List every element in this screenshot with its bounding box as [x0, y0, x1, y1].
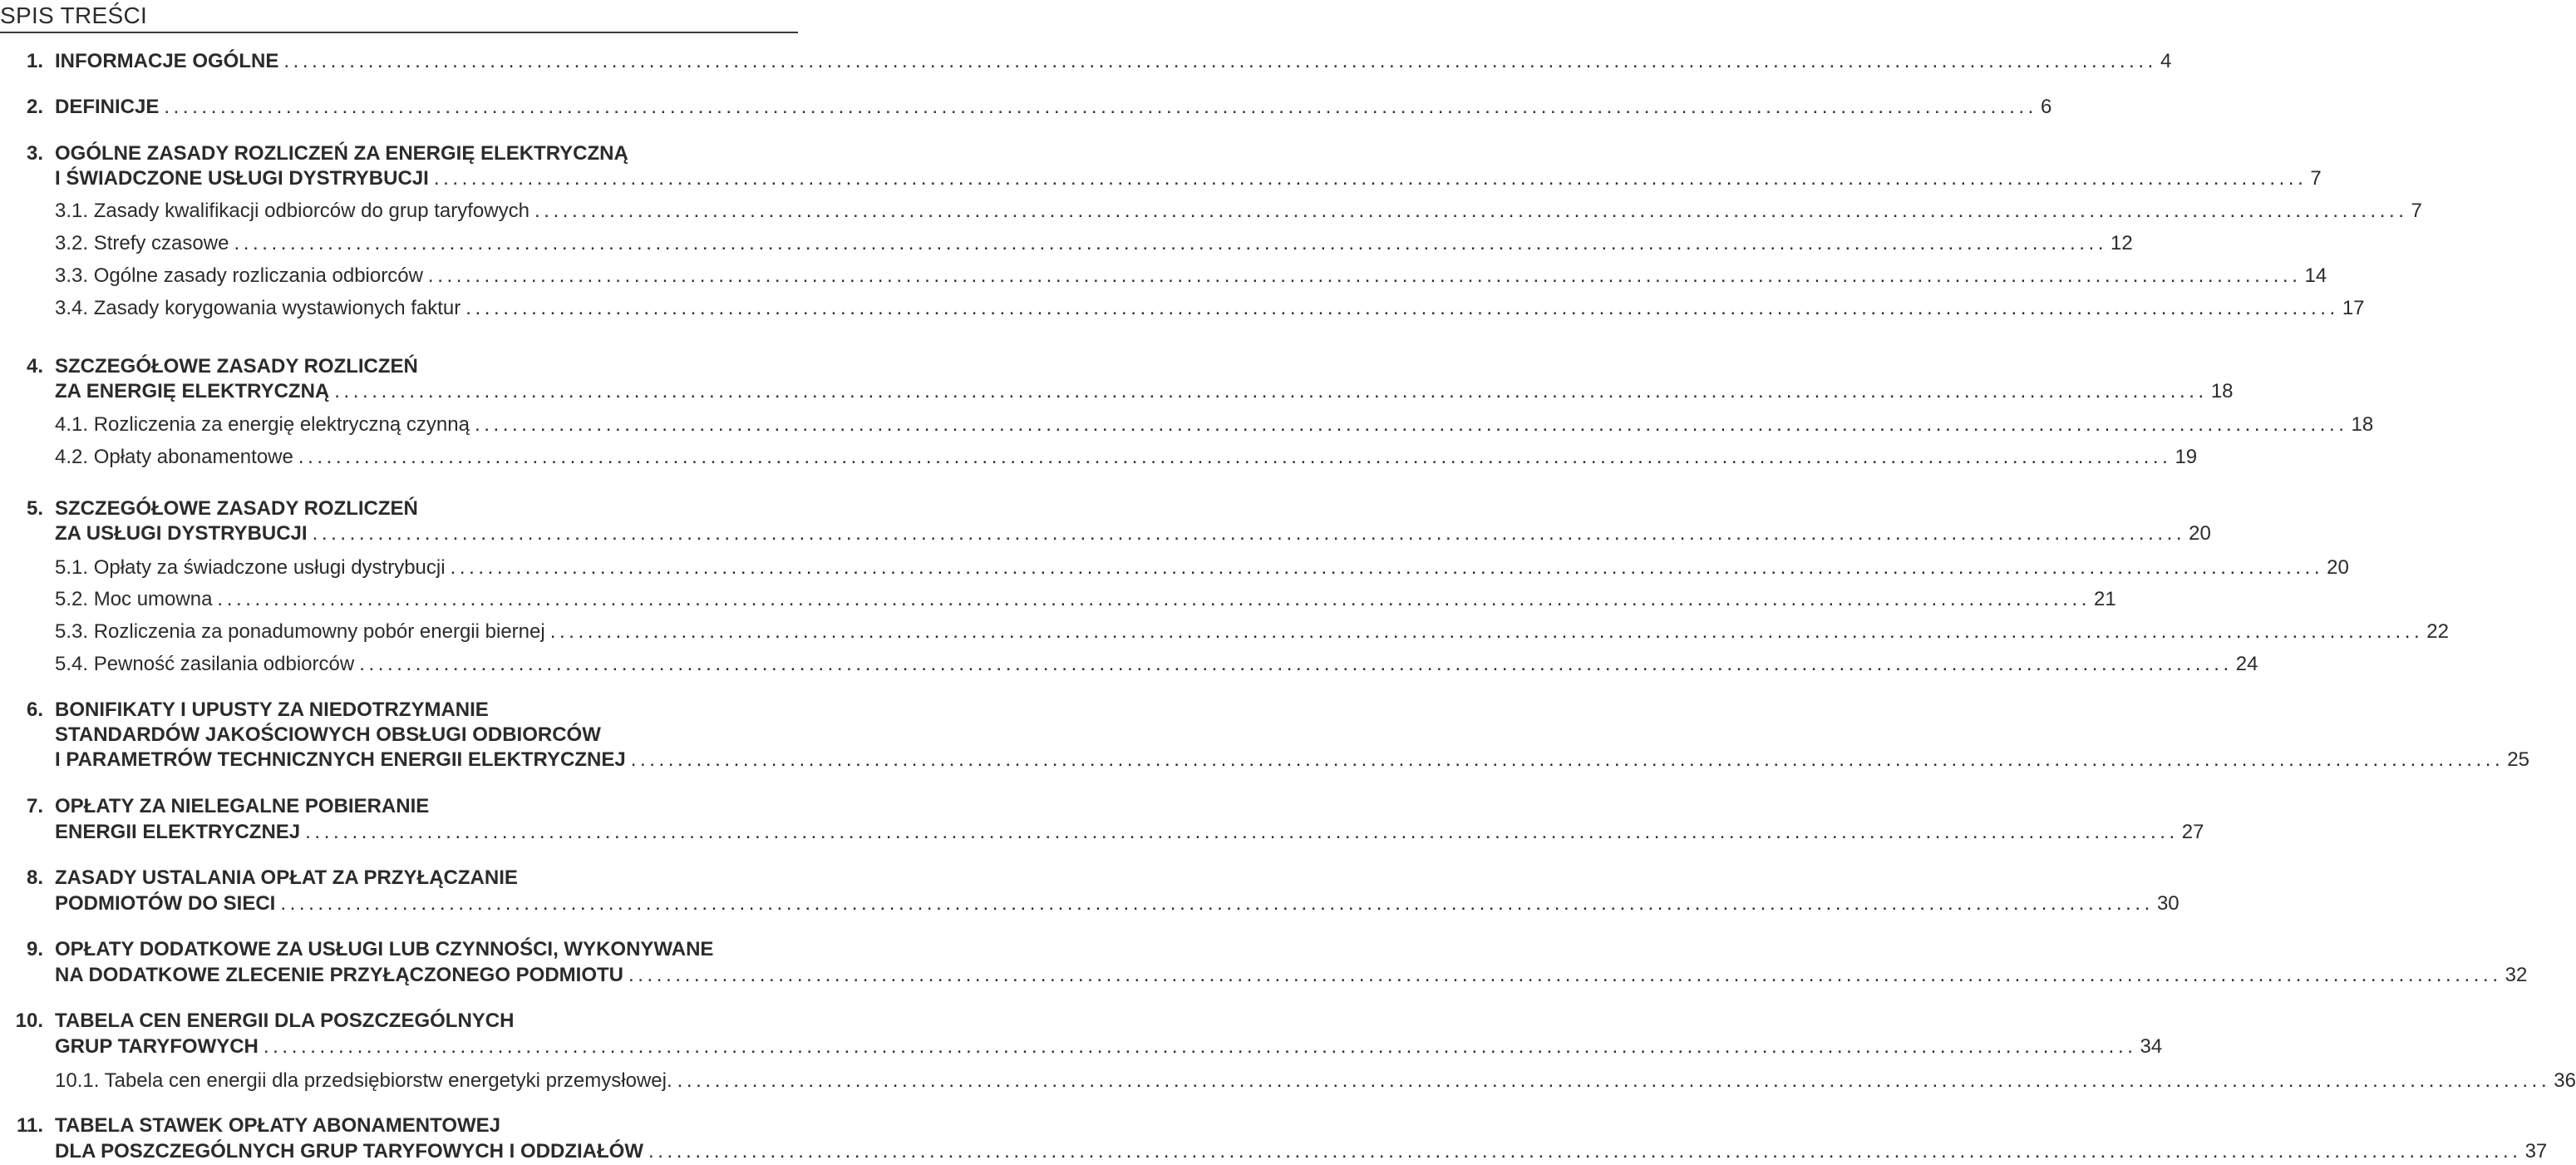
toc-entry[interactable]	[0, 165, 2322, 192]
dot-leader: ........................................................................................................................................................................................................	[427, 264, 2302, 287]
toc-entry-label: OPŁATY ZA NIELEGALNE POBIERANIE	[55, 795, 430, 817]
toc-entry[interactable]	[0, 496, 798, 522]
toc-entry[interactable]	[0, 353, 798, 380]
dot-leader: ........................................................................................................................................................................................................	[217, 588, 2091, 610]
toc-entry[interactable]	[0, 651, 2258, 678]
toc-entry[interactable]	[0, 555, 2349, 581]
toc-entry[interactable]	[0, 198, 2422, 225]
toc-page-number: 34	[2140, 1035, 2163, 1058]
toc-entry-label: STANDARDÓW JAKOŚCIOWYCH OBSŁUGI ODBIORCÓW	[55, 723, 601, 746]
toc-entry-number: 2.	[26, 96, 43, 118]
toc-entry-number: 6.	[26, 699, 43, 721]
toc-entry-label: BONIFIKATY I UPUSTY ZA NIEDOTRZYMANIE	[55, 699, 489, 721]
toc-entry-label: PODMIOTÓW DO SIECI	[55, 892, 276, 915]
toc-entry-label: ENERGII ELEKTRYCZNEJ	[55, 821, 301, 843]
toc-entry-number: 10.	[15, 1010, 43, 1032]
toc-entry-number: 8.	[26, 866, 43, 889]
toc-entry-number: 9.	[26, 938, 43, 960]
dot-leader: ........................................................................................................................................................................................................	[648, 1140, 2522, 1163]
dot-leader: ........................................................................................................................................................................................................	[359, 653, 2233, 675]
toc-page-number: 21	[2094, 588, 2116, 610]
toc-entry-label: TABELA CEN ENERGII DLA POSZCZEGÓLNYCH	[55, 1010, 515, 1032]
toc-entry-label: 3.3. Ogólne zasady rozliczania odbiorców	[55, 264, 423, 287]
toc-entry-label: I PARAMETRÓW TECHNICZNYCH ENERGII ELEKTRYCZNEJ	[55, 748, 626, 771]
dot-leader: ........................................................................................................................................................................................................	[283, 50, 2157, 72]
page-title: SPIS TREŚCI	[0, 2, 148, 28]
toc-entry-label: GRUP TARYFOWYCH	[55, 1035, 259, 1058]
toc-page-number: 32	[2505, 964, 2528, 986]
toc-entry[interactable]	[0, 619, 2449, 645]
dot-leader: ........................................................................................................................................................................................................	[677, 1069, 2551, 1092]
toc-entry[interactable]	[0, 697, 798, 723]
toc-entry-label: 4.2. Opłaty abonamentowe	[55, 446, 293, 468]
toc-entry-number: 3.	[26, 142, 43, 165]
dot-leader: ........................................................................................................................................................................................................	[465, 297, 2339, 319]
toc-page-number: 4	[2160, 50, 2172, 72]
toc-entry[interactable]	[0, 141, 798, 167]
toc-entry-number: 11.	[16, 1114, 43, 1137]
toc-page-number: 36	[2554, 1069, 2576, 1092]
toc-entry-label: 3.2. Strefy czasowe	[55, 232, 229, 254]
toc-page-number: 25	[2507, 748, 2529, 771]
toc-entry-number: 1.	[26, 50, 43, 72]
dot-leader: ........................................................................................................................................................................................................	[549, 620, 2424, 643]
toc-page-number: 24	[2235, 653, 2258, 675]
toc-page-number: 7	[2411, 200, 2422, 222]
toc-entry-label: 5.2. Moc umowna	[55, 588, 213, 610]
toc-page-number: 27	[2181, 821, 2204, 843]
dot-leader: ........................................................................................................................................................................................................	[433, 167, 2308, 190]
toc-entry-label: SZCZEGÓŁOWE ZASADY ROZLICZEŃ	[55, 497, 418, 520]
toc-page-number: 14	[2304, 264, 2327, 287]
toc-page-number: 17	[2342, 297, 2365, 319]
toc-entry[interactable]	[0, 263, 2327, 289]
toc-entry-label: ZA ENERGIĘ ELEKTRYCZNĄ	[55, 380, 330, 402]
toc-page-number: 7	[2310, 167, 2322, 190]
toc-entry-label: 10.1. Tabela cen energii dla przedsiębiorstw energetyki przemysłowej.	[55, 1069, 672, 1092]
toc-entry[interactable]	[0, 793, 798, 820]
toc-entry[interactable]	[0, 1068, 2576, 1094]
toc-entry-number: 7.	[26, 795, 43, 817]
title-divider	[0, 32, 798, 33]
toc-entry-label: SZCZEGÓŁOWE ZASADY ROZLICZEŃ	[55, 355, 418, 378]
toc-entry-label: OPŁATY DODATKOWE ZA USŁUGI LUB CZYNNOŚCI, WYKONYWANE	[55, 938, 714, 960]
toc-page-number: 37	[2524, 1140, 2548, 1163]
toc-page-number: 18	[2210, 380, 2234, 402]
toc-entry[interactable]	[0, 962, 2528, 989]
toc-page-number: 22	[2426, 620, 2449, 643]
toc-entry[interactable]	[0, 1113, 798, 1139]
dot-leader: ........................................................................................................................................................................................................	[334, 380, 2208, 402]
dot-leader: ........................................................................................................................................................................................................	[164, 96, 2037, 118]
dot-leader: ........................................................................................................................................................................................................	[630, 748, 2505, 771]
toc-entry[interactable]	[0, 230, 2133, 257]
toc-entry[interactable]	[0, 936, 798, 963]
toc-entry-label: DEFINICJE	[55, 96, 160, 118]
toc-entry[interactable]	[0, 865, 798, 891]
toc-entry[interactable]	[0, 722, 798, 748]
toc-entry-label: 5.3. Rozliczenia za ponadumowny pobór energii biernej	[55, 620, 545, 643]
toc-entry-label: 3.1. Zasady kwalifikacji odbiorców do grup taryfowych	[55, 200, 529, 222]
toc-entry-label: TABELA STAWEK OPŁATY ABONAMENTOWEJ	[55, 1114, 501, 1137]
dot-leader: ........................................................................................................................................................................................................	[234, 232, 2108, 254]
toc-entry-number: 4.	[26, 355, 43, 378]
dot-leader: ........................................................................................................................................................................................................	[305, 821, 2179, 843]
dot-leader: ........................................................................................................................................................................................................	[280, 892, 2154, 915]
dot-leader: ........................................................................................................................................................................................................	[263, 1035, 2137, 1058]
toc-page-number: 20	[2189, 522, 2211, 545]
dot-leader: ........................................................................................................................................................................................................	[628, 964, 2502, 986]
toc-entry[interactable]	[0, 295, 2365, 322]
toc-entry[interactable]	[0, 1138, 2548, 1165]
toc-entry[interactable]	[0, 444, 2198, 471]
toc-entry-label: 5.1. Opłaty za świadczone usługi dystrybucji	[55, 556, 446, 579]
toc-entry[interactable]	[0, 521, 2211, 547]
dot-leader: ........................................................................................................................................................................................................	[298, 446, 2172, 468]
toc-entry[interactable]	[0, 586, 2116, 613]
dot-leader: ........................................................................................................................................................................................................	[450, 556, 2324, 579]
toc-entry-label: DLA POSZCZEGÓLNYCH GRUP TARYFOWYCH I ODDZIAŁÓW	[55, 1140, 643, 1163]
toc-entry-number: 5.	[26, 497, 43, 520]
toc-entry-label: I ŚWIADCZONE USŁUGI DYSTRYBUCJI	[55, 167, 429, 190]
toc-entry[interactable]	[0, 378, 2234, 405]
toc-entry[interactable]	[0, 891, 2180, 917]
toc-entry[interactable]	[0, 48, 2172, 75]
toc-entry[interactable]	[0, 747, 2529, 773]
toc-page-number: 30	[2156, 892, 2180, 915]
toc-page-number: 20	[2327, 556, 2349, 579]
toc-entry-label: 5.4. Pewność zasilania odbiorców	[55, 653, 355, 675]
toc-entry-label: ZA USŁUGI DYSTRYBUCJI	[55, 522, 308, 545]
toc-page-number: 6	[2040, 96, 2052, 118]
dot-leader: ........................................................................................................................................................................................................	[312, 522, 2186, 545]
dot-leader: ........................................................................................................................................................................................................	[474, 413, 2348, 436]
toc-entry-label: OGÓLNE ZASADY ROZLICZEŃ ZA ENERGIĘ ELEKTRYCZNĄ	[55, 142, 628, 165]
dot-leader: ........................................................................................................................................................................................................	[534, 200, 2408, 222]
toc-entry[interactable]	[0, 412, 2374, 438]
toc-page-number: 19	[2175, 446, 2198, 468]
toc-entry-label: NA DODATKOWE ZLECENIE PRZYŁĄCZONEGO PODMIOTU	[55, 964, 623, 986]
toc-entry-label: ZASADY USTALANIA OPŁAT ZA PRZYŁĄCZANIE	[55, 866, 518, 889]
toc-page-number: 12	[2111, 232, 2133, 254]
toc-entry[interactable]	[0, 819, 2204, 846]
toc-entry-label: 4.1. Rozliczenia za energię elektryczną czynną	[55, 413, 470, 436]
toc-entry[interactable]	[0, 94, 2052, 121]
toc-entry-label: INFORMACJE OGÓLNE	[55, 50, 279, 72]
toc-page-number: 18	[2351, 413, 2374, 436]
toc-entry-label: 3.4. Zasady korygowania wystawionych faktur	[55, 297, 461, 319]
toc-entry[interactable]	[0, 1034, 2163, 1060]
toc-entry[interactable]	[0, 1008, 798, 1034]
